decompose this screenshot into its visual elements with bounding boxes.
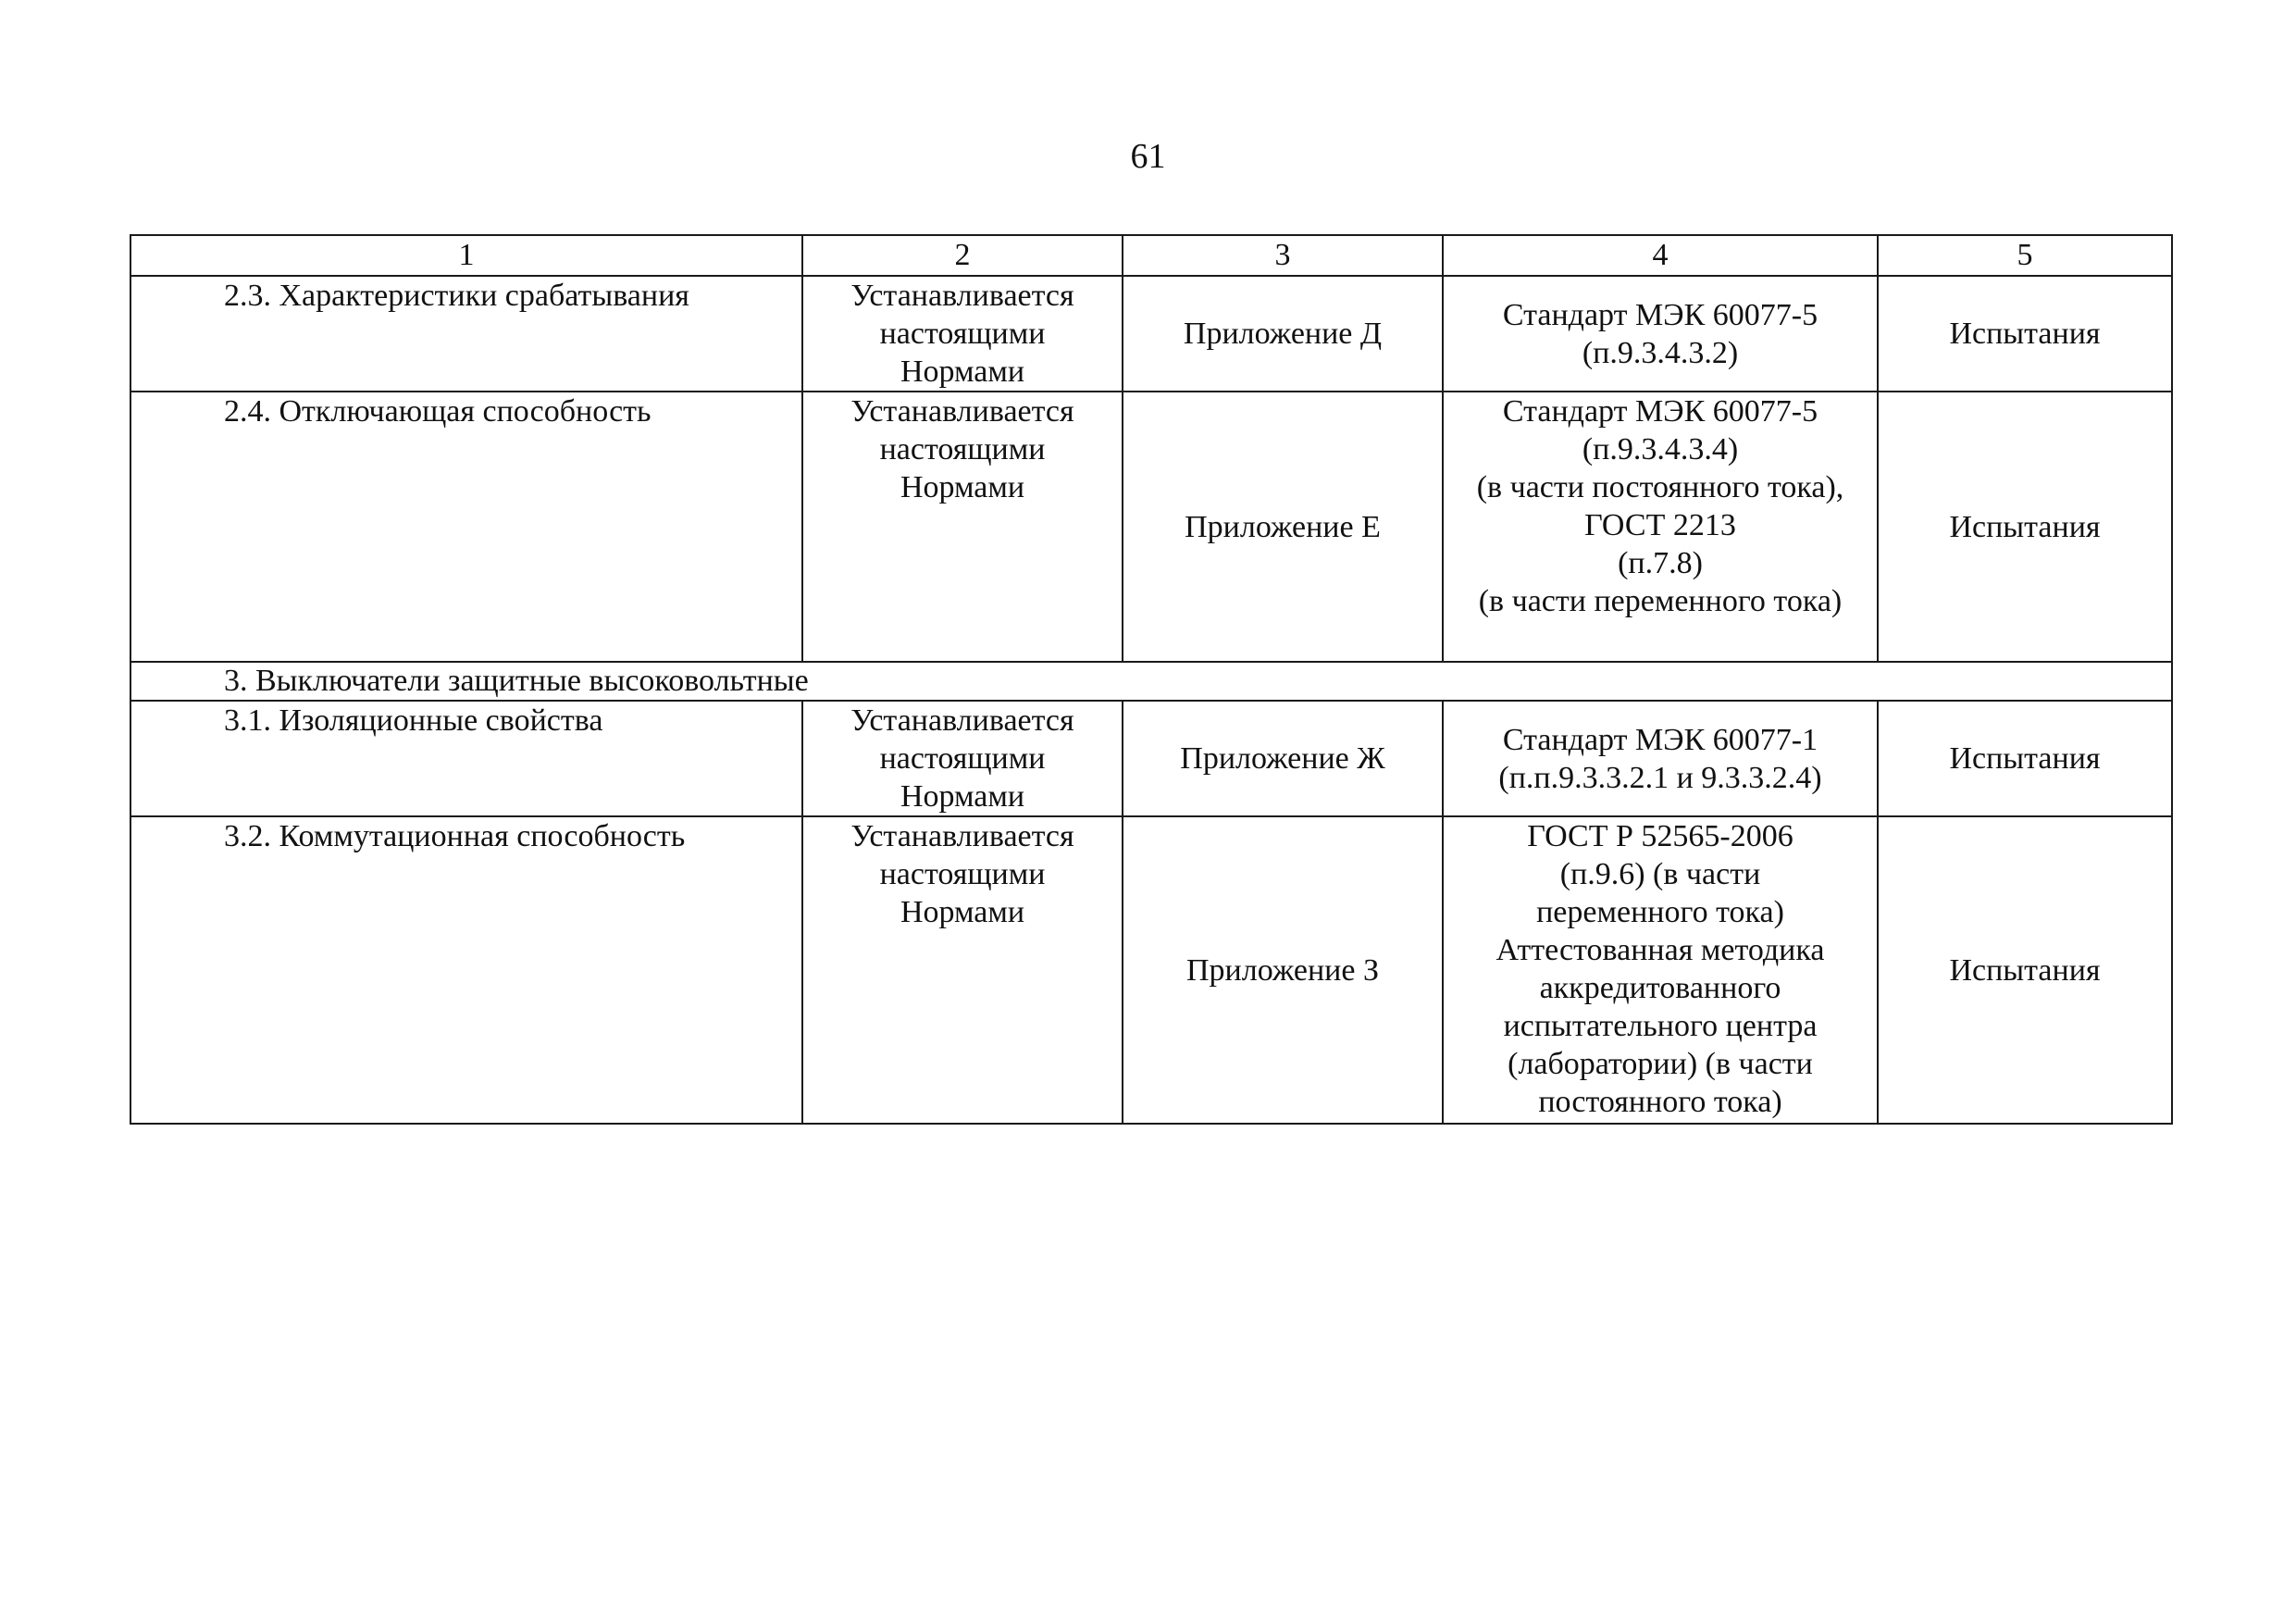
requirement-line: Устанавливается <box>850 394 1074 429</box>
form-cell: Испытания <box>1878 701 2172 816</box>
table-header-row <box>130 235 2172 276</box>
table-row <box>130 392 2172 662</box>
standard-line: Стандарт МЭК 60077-5 <box>1502 394 1818 429</box>
standard-line: (п.9.3.4.3.4) <box>1582 432 1739 466</box>
standard-cell <box>1443 816 1878 1124</box>
section-row <box>130 662 2172 701</box>
standard-line: ГОСТ Р 52565-2006 <box>1527 819 1793 853</box>
standard-line: (в части постоянного тока), <box>1476 470 1844 504</box>
column-number-2: 2 <box>802 235 1123 276</box>
standard-cell <box>1443 392 1878 662</box>
form-cell: Испытания <box>1878 276 2172 392</box>
standard-line: Стандарт МЭК 60077-1 <box>1502 722 1818 757</box>
requirement-line: Нормами <box>900 895 1025 929</box>
requirement-line: Нормами <box>900 354 1025 389</box>
standard-line: Аттестованная методика <box>1496 933 1825 967</box>
requirement-line: настоящими <box>879 741 1046 776</box>
method-cell: Приложение З <box>1123 816 1443 1124</box>
standard-line: (в части переменного тока) <box>1478 584 1843 618</box>
form-cell: Испытания <box>1878 392 2172 662</box>
standard-cell <box>1443 276 1878 392</box>
requirement-line: настоящими <box>879 432 1046 466</box>
column-number-3: 3 <box>1123 235 1443 276</box>
column-number-1: 1 <box>130 235 802 276</box>
form-cell: Испытания <box>1878 816 2172 1124</box>
requirement-cell <box>802 816 1123 1124</box>
method-cell: Приложение Ж <box>1123 701 1443 816</box>
standard-line: (п.п.9.3.3.2.1 и 9.3.3.2.4) <box>1498 760 1822 795</box>
parameter-cell: 3.1. Изоляционные свойства <box>130 701 802 816</box>
requirement-line: настоящими <box>879 857 1046 891</box>
table-row <box>130 816 2172 1124</box>
standard-line: (п.9.6) (в части <box>1559 857 1761 891</box>
requirement-cell <box>802 701 1123 816</box>
standard-line: (п.9.3.4.3.2) <box>1582 335 1739 370</box>
standard-line: постоянного тока) <box>1538 1085 1782 1119</box>
table-row <box>130 701 2172 816</box>
column-number-5: 5 <box>1878 235 2172 276</box>
requirement-line: Устанавливается <box>850 279 1074 313</box>
parameter-cell: 3.2. Коммутационная способность <box>130 816 802 1124</box>
method-cell: Приложение Е <box>1123 392 1443 662</box>
requirement-cell <box>802 276 1123 392</box>
column-number-4: 4 <box>1443 235 1878 276</box>
standard-line: (лаборатории) (в части <box>1508 1047 1813 1081</box>
requirement-line: Устанавливается <box>850 703 1074 738</box>
table-row <box>130 276 2172 392</box>
requirement-line: Нормами <box>900 470 1025 504</box>
requirement-line: Нормами <box>900 779 1025 814</box>
standard-cell <box>1443 701 1878 816</box>
method-cell: Приложение Д <box>1123 276 1443 392</box>
standard-line: переменного тока) <box>1536 895 1784 929</box>
standard-line: (п.7.8) <box>1618 546 1703 580</box>
standard-line: испытательного центра <box>1503 1009 1818 1043</box>
requirements-table <box>130 234 2173 1125</box>
requirement-line: Устанавливается <box>850 819 1074 853</box>
standard-line: Стандарт МЭК 60077-5 <box>1502 297 1818 332</box>
standard-line: аккредитованного <box>1539 971 1781 1005</box>
requirement-cell <box>802 392 1123 662</box>
page-number: 61 <box>1130 137 1166 176</box>
parameter-cell: 2.4. Отключающая способность <box>130 392 802 662</box>
requirement-line: настоящими <box>879 317 1046 351</box>
standard-line: ГОСТ 2213 <box>1584 508 1736 542</box>
section-title: 3. Выключатели защитные высоковольтные <box>130 662 2172 701</box>
parameter-cell: 2.3. Характеристики срабатывания <box>130 276 802 392</box>
